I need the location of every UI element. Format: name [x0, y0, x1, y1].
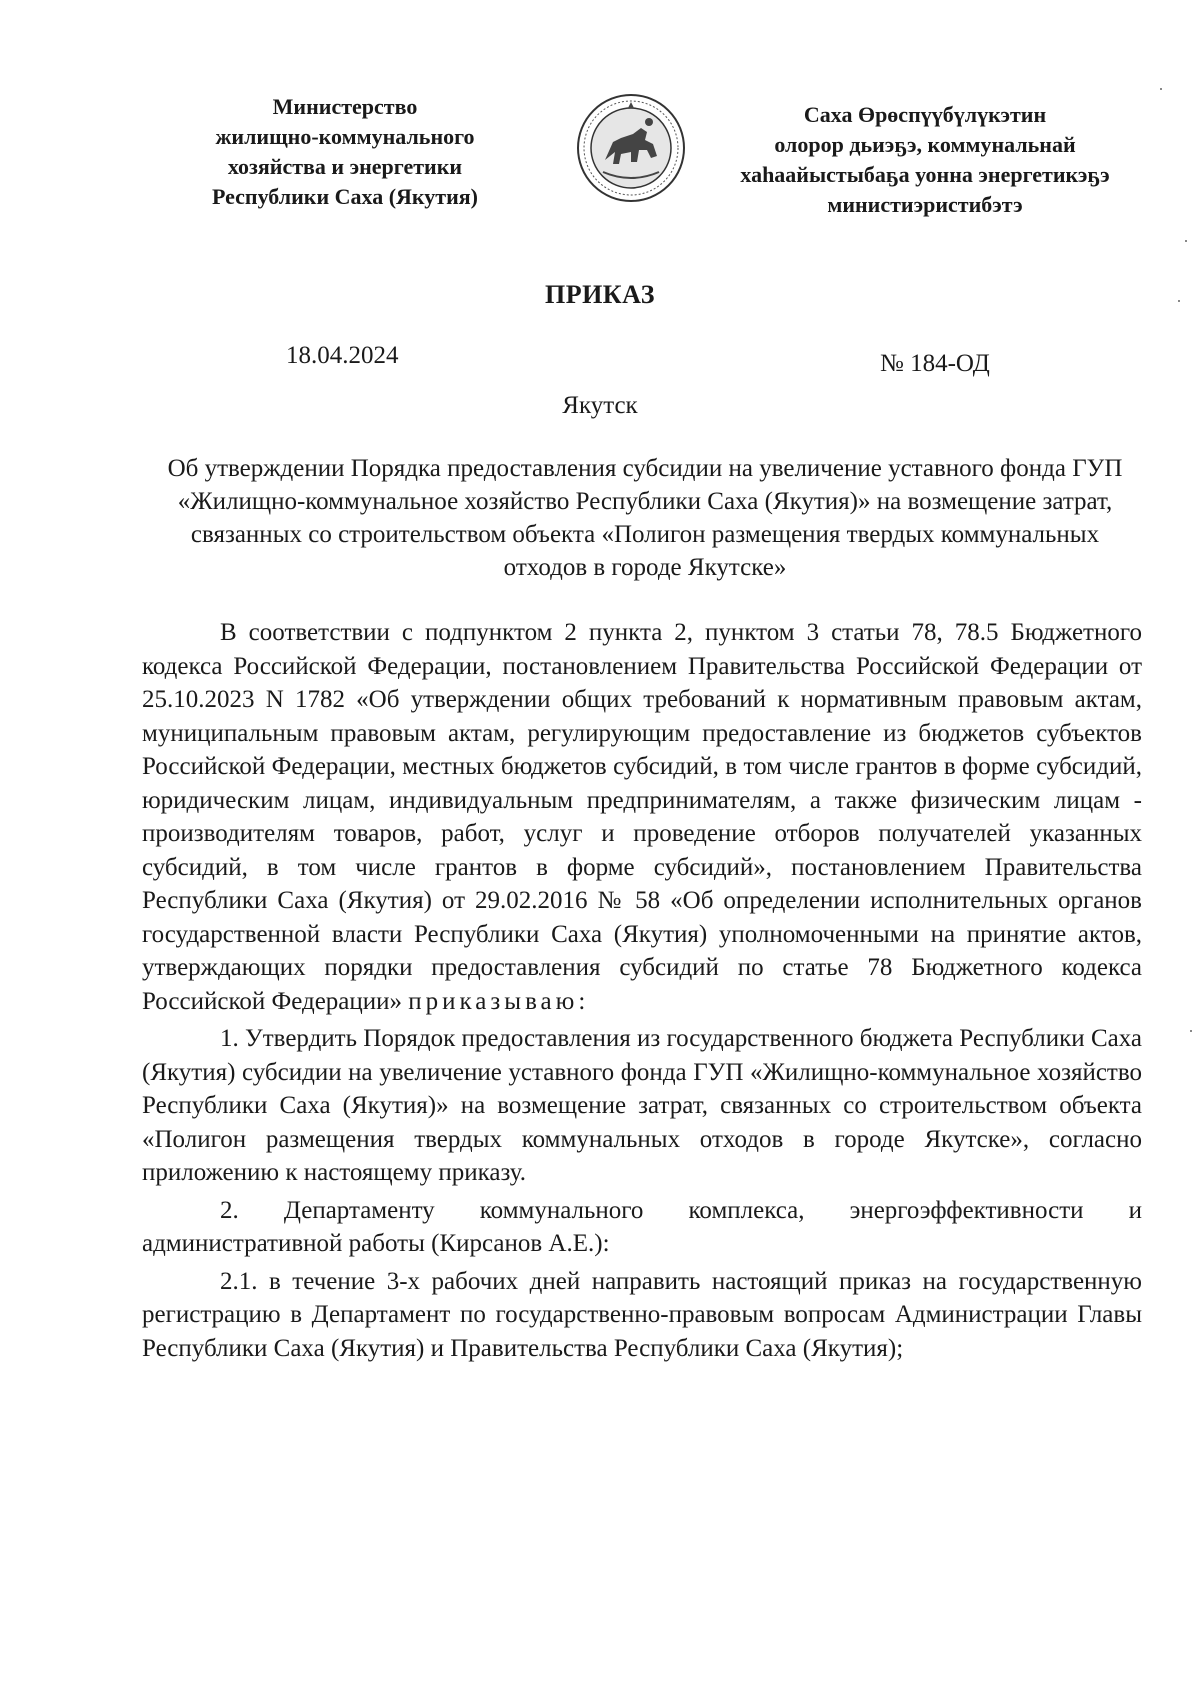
ministry-line: хозяйства и энергетики: [227, 154, 463, 179]
order-body: [142, 616, 1142, 1369]
ministry-line: жилищно-коммунального: [215, 124, 475, 149]
order-word: приказываю:: [408, 987, 590, 1015]
document-title: ПРИКАЗ: [544, 280, 656, 309]
item-2-1: 2.1. в течение 3-х рабочих дней направить настоящий приказ на государственную регистрацию в Департамент по государственно-правовым вопросам Администрации Главы Республики Саха (Якутия) и Правительства Республики Саха (Якутия);: [142, 1267, 1142, 1362]
order-date: 18.04.2024: [286, 342, 399, 369]
ministry-line: Министерство: [272, 94, 418, 119]
scan-speck: [1185, 240, 1187, 242]
preamble-text: В соответствии с подпунктом 2 пункта 2, пунктом 3 статьи 78, 78.5 Бюджетного кодекса Российской Федерации, постановлением Правительства Российской Федерации от 25.10.2023 N 1782 «Об утверждении общих требований к нормативным правовым актам, муниципальным правовым актам, регулирующим предоставление из бюджетов субъектов Российской Федерации, местных бюджетов субсидий, в том числе грантов в форме субсидий, юридическим лицам, индивидуальным предпринимателям, а также физическим лицам - производителям товаров, работ, услуг и проведение отборов получателей указанных субсидий, в том числе грантов в форме субсидий», постановлением Правительства Республики Саха (Якутия) от 29.02.2016 № 58 «Об определении исполнительных органов государственной власти Республики Саха (Якутия) уполномоченными на принятие актов, утверждающих порядки предоставления субсидий по статье 78 Бюджетного кодекса Российской Федерации»: [142, 619, 1142, 1015]
item-1: 1. Утвердить Порядок предоставления из государственного бюджета Республики Саха (Якутия) субсидии на увеличение уставного фонда ГУП «Жилищно-коммунальное хозяйство Республики Саха (Якутия)» на возмещение затрат, связанных со строительством объекта «Полигон размещения твердых коммунальных отходов в городе Якутске», согласно приложению к настоящему приказу.: [142, 1025, 1142, 1186]
ministry-line: Республики Саха (Якутия): [211, 184, 479, 209]
order-city: Якутск: [562, 392, 638, 419]
ministry-name-russian: [160, 92, 530, 212]
scan-speck: [1178, 300, 1180, 302]
item-2: 2. Департаменту коммунального комплекса, энергоэффективности и административной работы (Кирсанов А.Е.):: [142, 1196, 1142, 1257]
preamble-paragraph: [142, 616, 1142, 1018]
coat-of-arms-emblem-icon: [575, 92, 687, 204]
scan-speck: [1160, 88, 1162, 90]
ministry-line: министиэристибэтэ: [827, 192, 1023, 217]
order-subject: Об утверждении Порядка предоставления субсидии на увеличение уставного фонда ГУП «Жилищно-коммунальное хозяйство Республики Саха (Якутия)» на возмещение затрат, связанных со строительством объекта «Полигон размещения твердых коммунальных отходов в городе Якутске»: [167, 455, 1123, 581]
scan-speck: [1190, 1030, 1192, 1032]
order-number: № 184-ОД: [880, 350, 990, 377]
ministry-line: Саха Өрөспүүбүлүкэтин: [803, 102, 1047, 127]
ministry-name-yakut: [720, 100, 1130, 220]
ministry-line: хаһаайыстыбаҕа уонна энергетикэҕэ: [740, 162, 1110, 187]
ministry-line: олорор дьиэҕэ, коммунальнай: [774, 132, 1076, 157]
